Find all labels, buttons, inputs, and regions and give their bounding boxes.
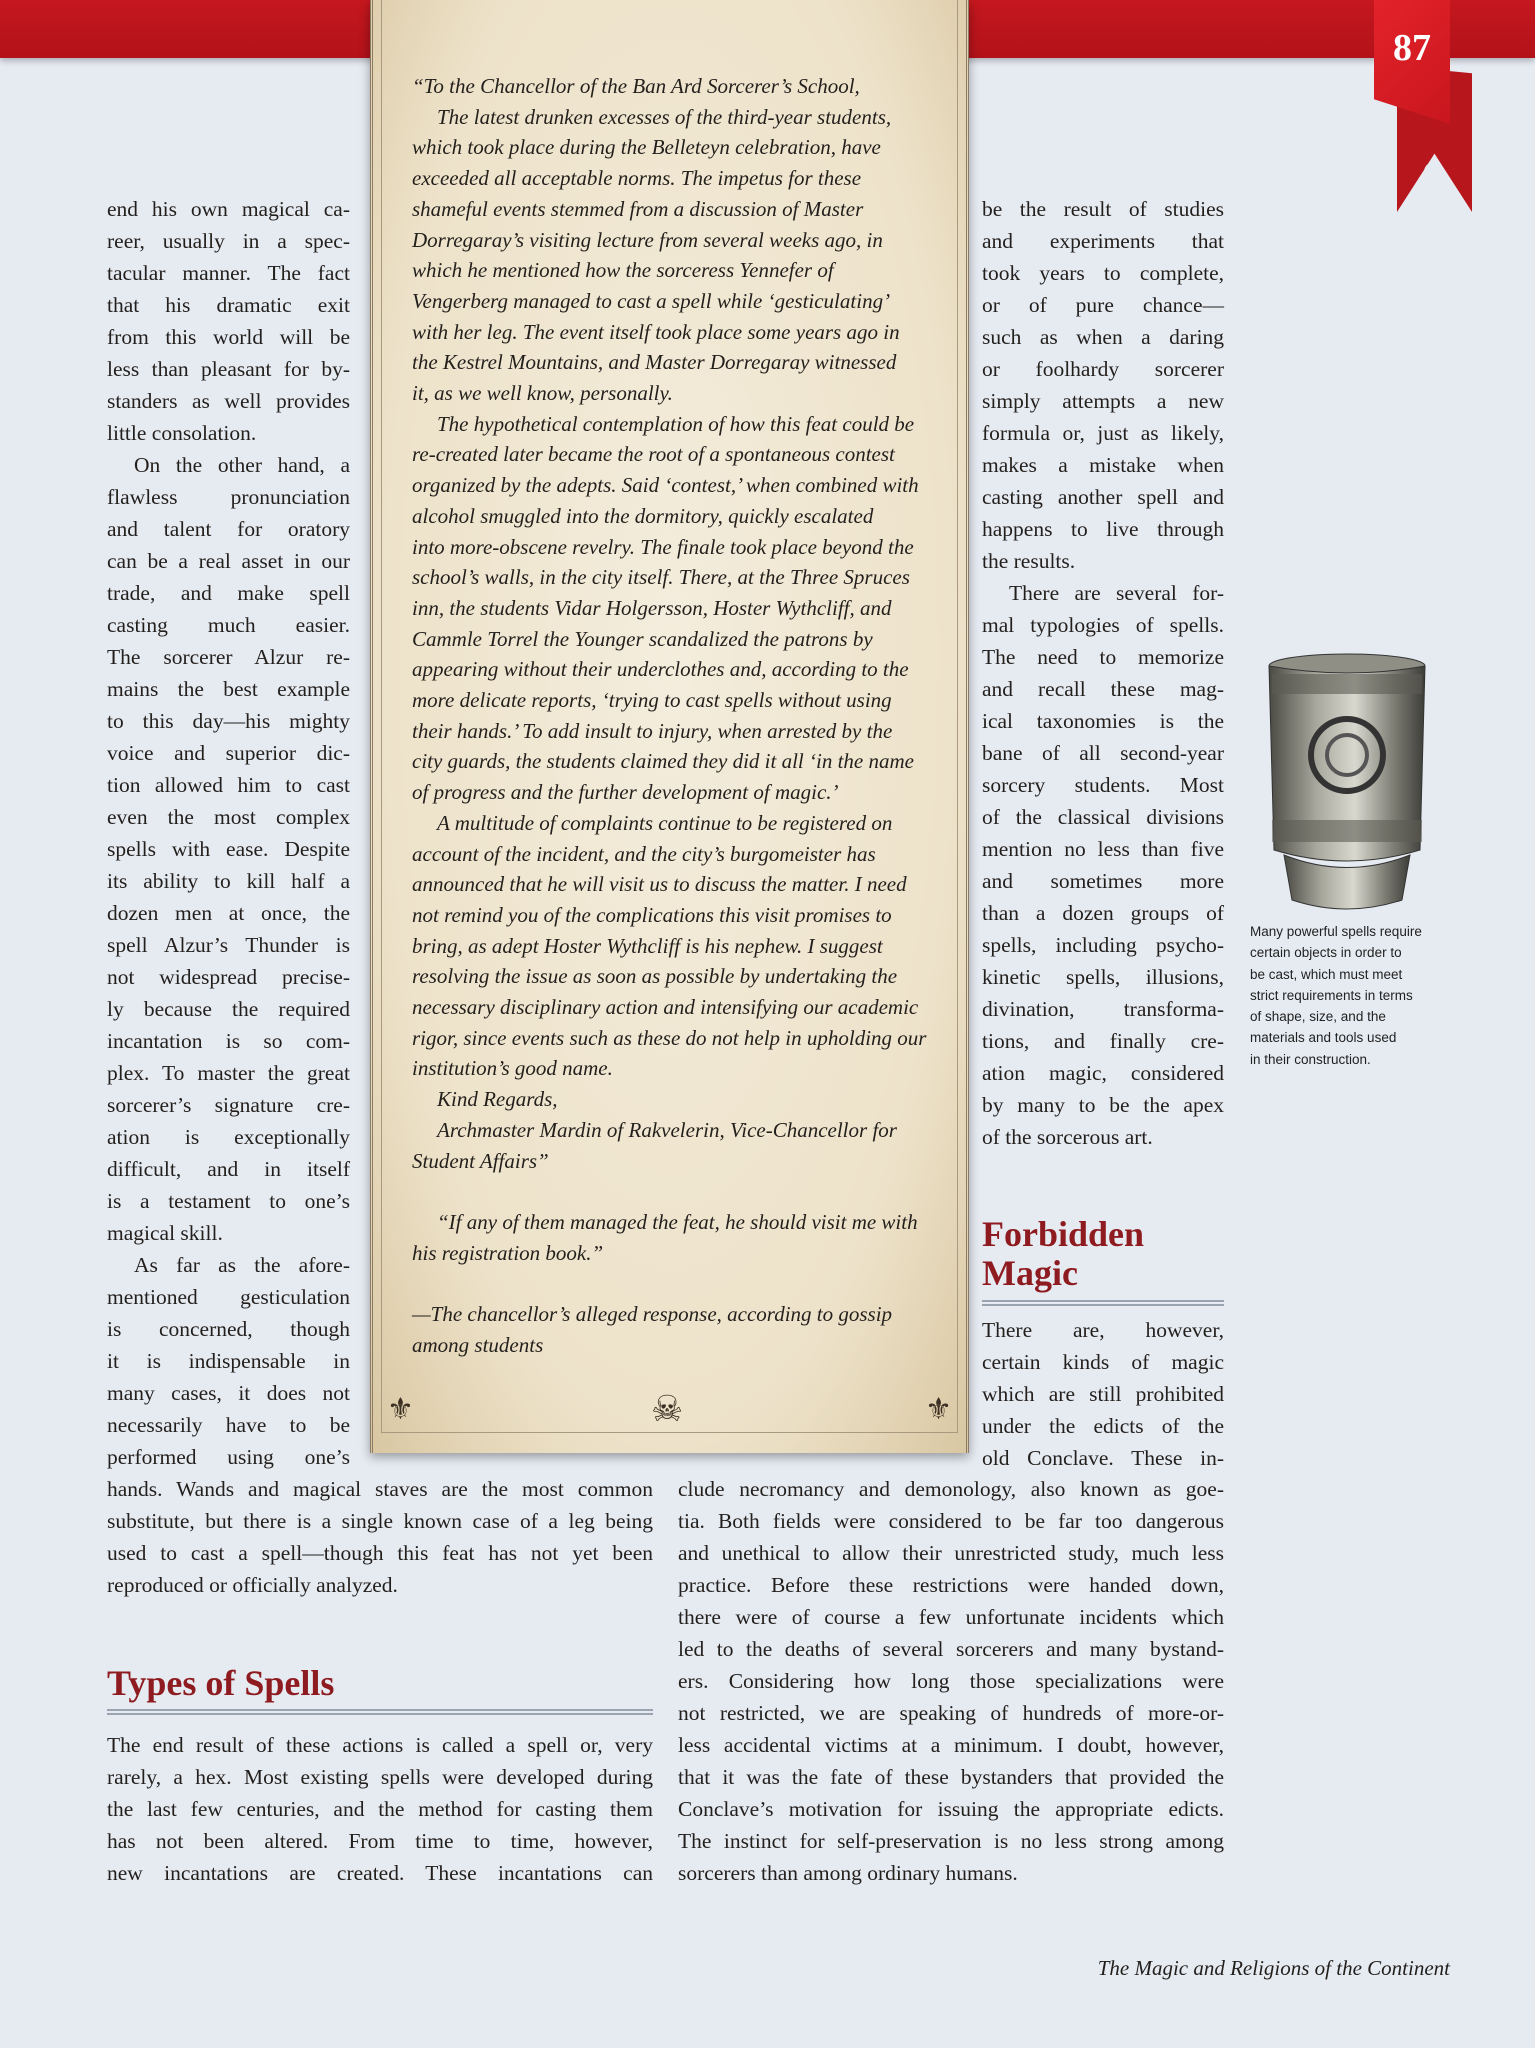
text-line: not widespread precise- [107, 965, 350, 989]
footer-book-title: The Magic and Religions of the Continent [1097, 1956, 1450, 1980]
text-line: than a dozen groups of [982, 901, 1224, 925]
letter-line: more delicate reports, ‘trying to cast spells without using [412, 688, 892, 712]
text-line: mentioned gesticulation [107, 1285, 350, 1309]
letter-line: organized by the adepts. Said ‘contest,’ when combined with [412, 473, 919, 498]
text-line: under the edicts of the [982, 1414, 1224, 1438]
text-line: not restricted, we are speaking of hundreds of more-or- [678, 1701, 1224, 1725]
text-line: voice and superior dic- [107, 741, 350, 765]
text-line: spells with ease. Despite [107, 837, 350, 861]
caption-line: Many powerful spells require [1250, 924, 1422, 939]
text-line: tions, and finally cre- [982, 1029, 1224, 1053]
text-line: tacular manner. The fact [107, 261, 350, 285]
text-line: plex. To master the great [107, 1061, 350, 1085]
letter-line: Dorregaray’s visiting lecture from several weeks ago, in [412, 227, 883, 252]
letter-line: The hypothetical contemplation of how this feat could be [437, 411, 915, 436]
text-line: divination, transforma- [982, 997, 1224, 1021]
page-number: 87 [1393, 27, 1431, 69]
text-line: spells, including psycho- [982, 933, 1224, 957]
image-caption [1250, 921, 1422, 1070]
letter-line: their hands.’ To add insult to injury, when arrested by the [412, 718, 893, 743]
text-line: ation is exceptionally [107, 1125, 350, 1149]
text-line: little consolation. [107, 421, 257, 445]
types-of-spells-text [107, 1729, 653, 1889]
text-line: ly because the required [107, 997, 350, 1021]
text-line: ers. Considering how long those specializations were [678, 1669, 1224, 1693]
skull-ornament-icon: ☠ [651, 1389, 684, 1429]
text-line: magical skill. [107, 1221, 223, 1245]
text-line: ical taxonomies is the [982, 709, 1224, 733]
text-line: The end result of these actions is called a spell or, very [107, 1733, 653, 1757]
text-line: mains the best example [107, 677, 350, 701]
caption-line: strict requirements in terms [1250, 987, 1413, 1003]
text-line: that his dramatic exit [107, 293, 350, 317]
left-column [107, 193, 350, 1473]
text-line: has not been altered. From time to time, however, [107, 1829, 653, 1853]
letter-line: alcohol smuggled into the dormitory, quickly escalated [412, 503, 874, 528]
letter-line: appearing without their underclothes and, according to the [412, 657, 909, 682]
heading-rule [107, 1709, 653, 1715]
text-line: hands. Wands and magical staves are the most common [107, 1477, 653, 1501]
text-line: is a testament to one’s [107, 1189, 350, 1213]
text-line: that it was the fate of these bystanders that provided the [678, 1765, 1224, 1789]
letter-line: among students [412, 1332, 544, 1357]
text-line: the last few centuries, and the method for casting them [107, 1797, 653, 1821]
text-line: and unethical to allow their unrestricted study, much less [678, 1541, 1224, 1565]
text-line: happens to live through [982, 517, 1224, 541]
text-line: of the classical divisions [982, 805, 1224, 829]
letter-line: shameful events stemmed from a discussion of Master [412, 196, 864, 221]
parchment-sidebar [370, 0, 969, 1453]
text-line: casting another spell and [982, 485, 1224, 509]
letter-line: “If any of them managed the feat, he should visit me with [437, 1209, 918, 1234]
right-bottom-text [678, 1473, 1224, 1889]
letter-line: Kind Regards, [437, 1087, 558, 1112]
caption-line: of shape, size, and the [1250, 1009, 1386, 1025]
text-line: The need to memorize [982, 645, 1224, 669]
text-line: Conclave’s motivation for issuing the appropriate edicts. [678, 1797, 1224, 1821]
caption-line: certain objects in order to [1250, 945, 1402, 961]
letter-line: A multitude of complaints continue to be registered on [437, 810, 893, 835]
text-line: used to cast a spell—though this feat has not yet been [107, 1541, 653, 1565]
text-line: practice. Before these restrictions were handed down, [678, 1573, 1224, 1597]
text-line: sorcerers than among ordinary humans. [678, 1861, 1018, 1885]
text-line: and talent for oratory [107, 517, 350, 541]
letter-line: into more-obscene revelry. The finale took place beyond the [412, 534, 914, 559]
caption-line: in their construction. [1250, 1051, 1371, 1067]
letter-line: with her leg. The event itself took place some years ago in [412, 319, 900, 344]
text-line: mal typologies of spells. [982, 613, 1224, 637]
letter-line: school’s walls, in the city itself. There, at the Three Spruces [412, 565, 910, 590]
text-line: performed using one’s [107, 1445, 350, 1469]
text-line: and sometimes more [982, 869, 1224, 893]
letter-line: rigor, since events such as these do not help in upholding our [412, 1025, 927, 1050]
letter-line: The latest drunken excesses of the third-year students, [437, 104, 892, 129]
heading-line: Forbidden [982, 1214, 1145, 1254]
text-line: and experiments that [982, 229, 1224, 253]
fleur-de-lis-icon: ⚜ [925, 1393, 952, 1426]
text-line: many cases, it does not [107, 1381, 350, 1405]
text-line: the results. [982, 549, 1076, 573]
text-line: casting much easier. [107, 613, 350, 637]
letter-line: institution’s good name. [412, 1056, 613, 1081]
letter-line: re-created later became the root of a spontaneous contest [412, 442, 895, 467]
text-line: On the other hand, a [134, 453, 350, 477]
letter-line: —The chancellor’s alleged response, according to gossip [412, 1302, 893, 1326]
text-line: spell Alzur’s Thunder is [107, 933, 350, 957]
text-line: which are still prohibited [982, 1382, 1224, 1406]
text-line: took years to complete, [982, 261, 1224, 285]
text-line: end his own magical ca- [107, 197, 350, 221]
text-line: led to the deaths of several sorcerers and many bystand- [678, 1637, 1224, 1661]
text-line: old Conclave. These in- [982, 1446, 1224, 1470]
right-column [982, 193, 1224, 1153]
text-line: or of pure chance— [982, 293, 1224, 317]
letter-line: which he mentioned how the sorceress Yennefer of [412, 258, 834, 283]
letter-text [381, 0, 958, 1433]
text-line: substitute, but there is a single known case of a leg being [107, 1509, 653, 1533]
text-line: less than pleasant for by- [107, 357, 350, 381]
letter-line: it, as we well know, personally. [412, 381, 673, 405]
text-line: The instinct for self-preservation is no less strong among [678, 1829, 1224, 1853]
letter-line: announced that he will visit us to discuss the matter. I need [412, 872, 907, 897]
letter-line: resolving the issue as soon as possible by undertaking the [412, 964, 898, 989]
text-line: from this world will be [107, 325, 350, 349]
letter-line: city guards, the students claimed they did it all ‘in the name [412, 749, 914, 774]
text-line: formula or, just as likely, [982, 421, 1224, 445]
letter-line: bring, as adept Hoster Wythcliff is his nephew. I suggest [412, 933, 883, 958]
letter-line: “To the Chancellor of the Ban Ard Sorcerer’s School, [412, 74, 860, 98]
text-line: sorcery students. Most [982, 773, 1224, 797]
text-line: such as when a daring [982, 325, 1224, 349]
text-line: or foolhardy sorcerer [982, 357, 1224, 381]
letter-line: exceeded all acceptable norms. The impetus for these [412, 166, 862, 191]
section-heading-types-of-spells: Types of Spells [107, 1663, 335, 1703]
text-line: clude necromancy and demonology, also known as goe- [678, 1477, 1224, 1501]
text-line: flawless pronunciation [107, 485, 350, 509]
text-line: There are several for- [1009, 581, 1224, 605]
text-line: trade, and make spell [107, 581, 350, 605]
text-line: it is indispensable in [107, 1349, 350, 1373]
heading-line: Magic [982, 1253, 1078, 1293]
letter-line: of progress and the further development of magic.’ [412, 780, 839, 805]
caption-line: be cast, which must meet [1250, 966, 1403, 982]
ornate-vessel-illustration [1262, 650, 1432, 920]
text-line: less accidental victims at a minimum. I doubt, however, [678, 1733, 1224, 1757]
letter-line: which took place during the Belleteyn celebration, have [412, 135, 881, 160]
text-line: reer, usually in a spec- [107, 229, 350, 253]
forbidden-magic-text [982, 1314, 1224, 1474]
fleur-de-lis-icon: ⚜ [387, 1393, 414, 1426]
letter-line: Student Affairs” [412, 1148, 549, 1173]
text-line: and recall these mag- [982, 677, 1224, 701]
left-bottom-text [107, 1473, 653, 1601]
text-line: by many to be the apex [982, 1093, 1224, 1117]
text-line: rarely, a hex. Most existing spells were developed during [107, 1765, 653, 1789]
letter-line: inn, the students Vidar Holgersson, Hoster Wythcliff, and [412, 595, 892, 620]
ribbon-notch [1424, 162, 1444, 182]
text-line: to this day—his mighty [107, 709, 350, 733]
letter-line: account of the incident, and the city’s burgomeister has [412, 841, 876, 866]
text-line: even the most complex [107, 805, 350, 829]
letter-line: Archmaster Mardin of Rakvelerin, Vice-Chancellor for [437, 1117, 897, 1142]
text-line: its ability to kill half a [107, 869, 350, 893]
text-line: As far as the afore- [134, 1253, 350, 1277]
text-line: makes a mistake when [982, 453, 1224, 477]
text-line: kinetic spells, illusions, [982, 965, 1224, 989]
text-line: standers as well provides [107, 389, 350, 413]
text-line: can be a real asset in our [107, 549, 350, 573]
letter-line: the Kestrel Mountains, and Master Dorregaray witnessed [412, 350, 897, 375]
text-line: simply attempts a new [982, 389, 1224, 413]
text-line: There are, however, [982, 1318, 1224, 1342]
text-line: reproduced or officially analyzed. [107, 1573, 398, 1597]
text-line: new incantations are created. These incantations can [107, 1861, 653, 1885]
text-line: there were of course a few unfortunate incidents which [678, 1605, 1224, 1629]
letter-line: his registration book.” [412, 1240, 604, 1265]
text-line: tia. Both fields were considered to be far too dangerous [678, 1509, 1224, 1533]
text-line: mention no less than five [982, 837, 1224, 861]
text-line: ation magic, considered [982, 1061, 1224, 1085]
heading-rule [982, 1300, 1224, 1306]
text-line: is concerned, though [107, 1317, 350, 1341]
text-line: incantation is so com- [107, 1029, 350, 1053]
text-line: of the sorcerous art. [982, 1125, 1153, 1149]
text-line: necessarily have to be [107, 1413, 350, 1437]
text-line: The sorcerer Alzur re- [107, 645, 350, 669]
section-heading-forbidden-magic [982, 1215, 1144, 1293]
text-line: bane of all second-year [982, 741, 1224, 765]
text-line: sorcerer’s signature cre- [107, 1093, 350, 1117]
text-line: certain kinds of magic [982, 1350, 1224, 1374]
letter-line: necessary disciplinary action and intensifying our academic [412, 995, 919, 1019]
letter-line: Vengerberg managed to cast a spell while ‘gesticulating’ [412, 288, 891, 313]
text-line: dozen men at once, the [107, 901, 350, 925]
caption-line: materials and tools used [1250, 1030, 1397, 1046]
text-line: tion allowed him to cast [107, 773, 350, 797]
text-line: difficult, and in itself [107, 1157, 350, 1181]
text-line: be the result of studies [982, 197, 1224, 221]
letter-line: not remind you of the complications this visit promises to [412, 902, 892, 927]
letter-line: Cammle Torrel the Younger scandalized the patrons by [412, 626, 873, 651]
